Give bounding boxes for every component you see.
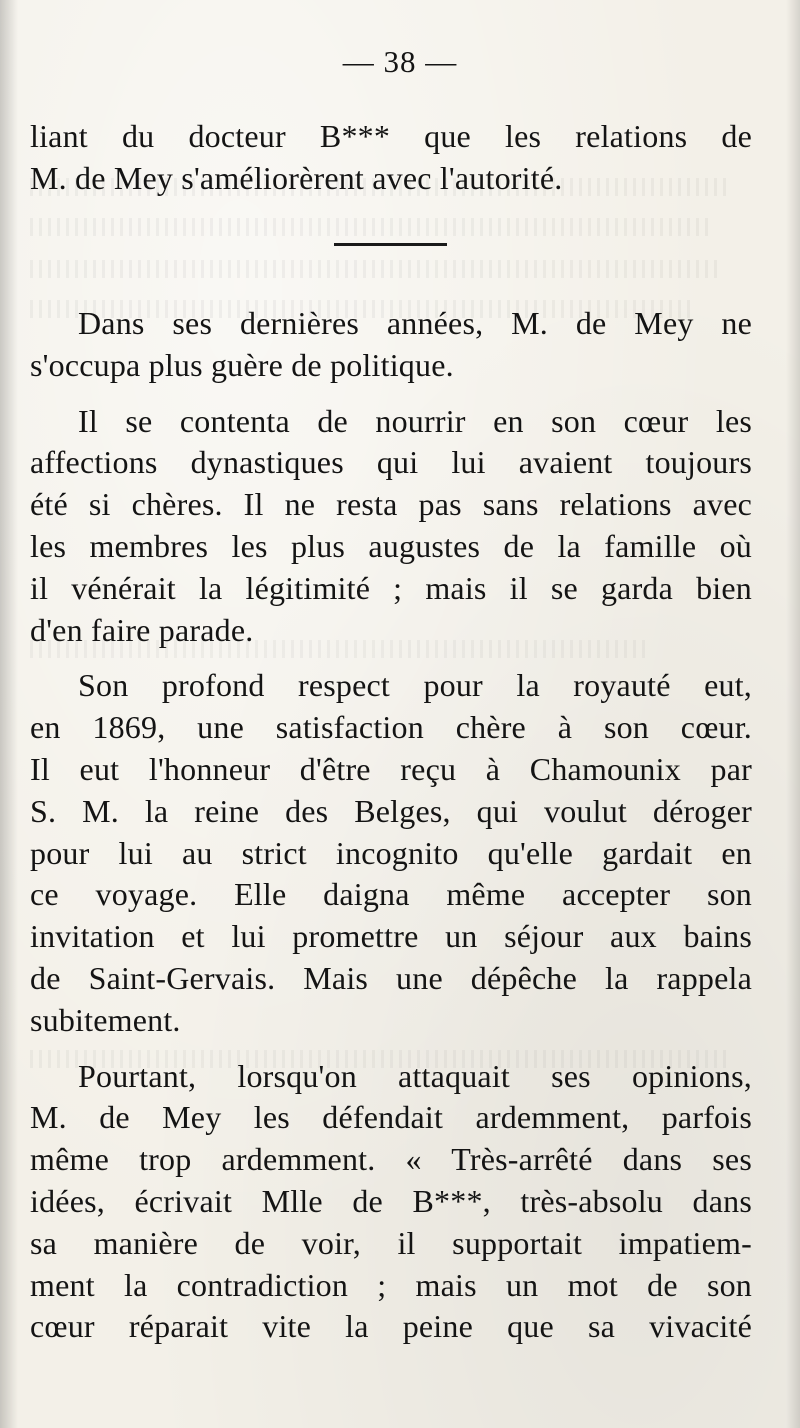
text-line: en 1869, une satisfaction chère à son cœur. (30, 709, 752, 746)
text-line: cœur réparait vite la peine que sa vivacité (30, 1308, 752, 1345)
section-divider (334, 243, 447, 246)
text-line: les membres les plus augustes de la famille où (30, 527, 752, 564)
text-line: été si chères. Il ne resta pas sans relations avec (30, 486, 752, 523)
text-line: S. M. la reine des Belges, qui voulut déroger (30, 792, 752, 829)
text-line: s'occupa plus guère de politique. (30, 346, 454, 383)
text-line: ment la contradiction ; mais un mot de son (30, 1266, 752, 1303)
paragraph-continuation (30, 116, 752, 200)
text-line: pour lui au strict incognito qu'elle gardait en (30, 834, 752, 871)
text-line: ce voyage. Elle daigna même accepter son (30, 876, 752, 913)
text-line: Son profond respect pour la royauté eut, (78, 667, 752, 704)
text-line: même trop ardemment. « Très-arrêté dans ses (30, 1141, 752, 1178)
text-line: subitement. (30, 1001, 181, 1038)
text-line: M. de Mey les défendait ardemment, parfois (30, 1099, 752, 1136)
text-line: Il eut l'honneur d'être reçu à Chamounix par (30, 750, 752, 787)
text-line: Il se contenta de nourrir en son cœur les (78, 402, 752, 439)
text-line: Dans ses dernières années, M. de Mey ne (78, 305, 752, 341)
text-line: d'en faire parade. (30, 611, 254, 648)
text-line: de Saint-Gervais. Mais une dépêche la rappela (30, 959, 752, 996)
page-edge-shadow-right (786, 0, 800, 1428)
text-line: invitation et lui promettre un séjour aux bains (30, 918, 752, 955)
page-edge-shadow-left (0, 0, 18, 1428)
text-line: idées, écrivait Mlle de B***, très-absolu dans (30, 1182, 752, 1219)
text-line: affections dynastiques qui lui avaient toujours (30, 444, 752, 481)
page-number: — 38 — (342, 44, 458, 79)
text-line: il vénérait la légitimité ; mais il se garda bien (30, 569, 752, 606)
text-line: Pourtant, lorsqu'on attaquait ses opinions, (78, 1057, 752, 1094)
main-text (30, 303, 752, 1348)
text-line: liant du docteur B*** que les relations de (30, 118, 752, 154)
text-line: M. de Mey s'améliorèrent avec l'autorité. (30, 159, 563, 196)
text-line: sa manière de voir, il supportait impatiem- (30, 1224, 752, 1261)
